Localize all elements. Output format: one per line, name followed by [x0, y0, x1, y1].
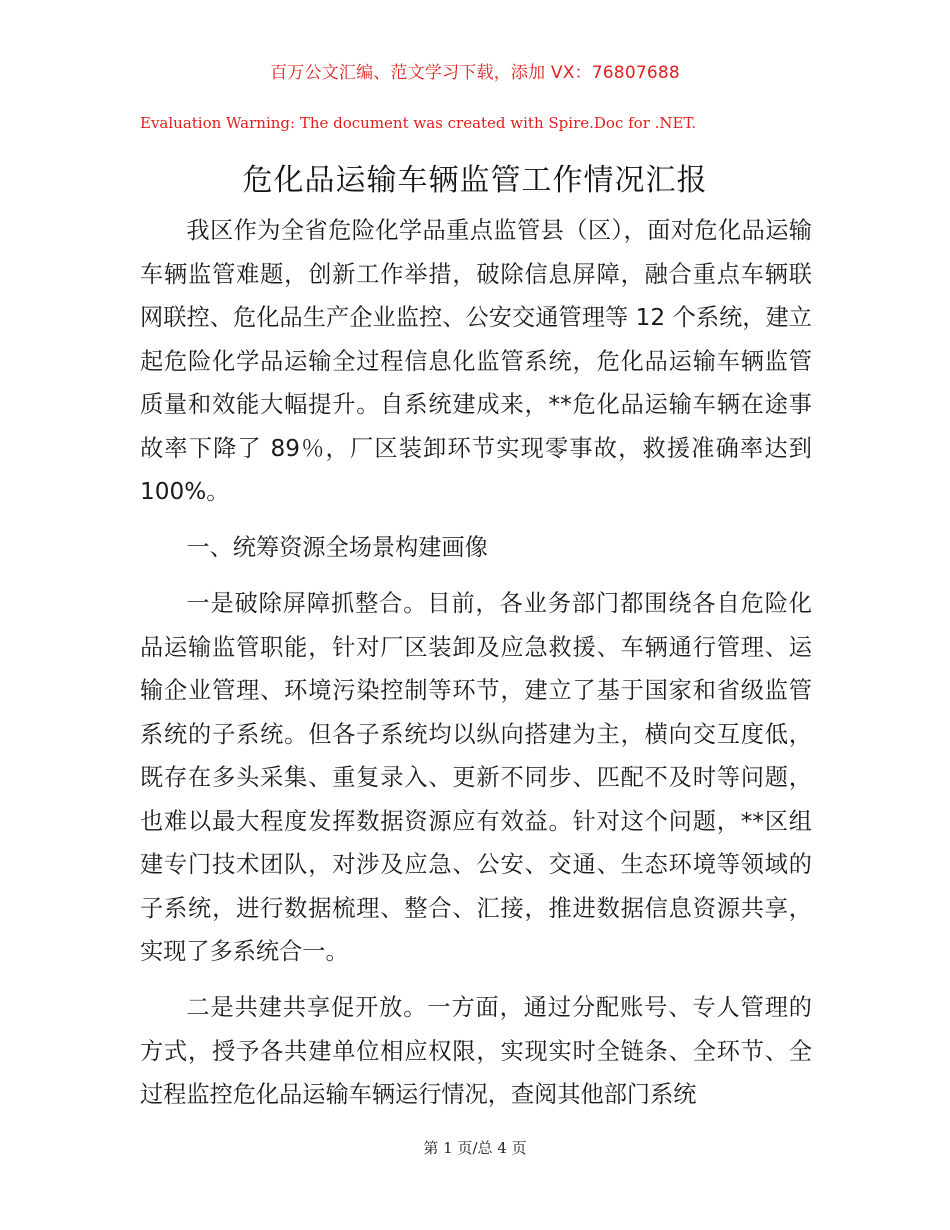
page-footer: 第 1 页/总 4 页	[423, 1139, 527, 1157]
header-banner: 百万公文汇编、范文学习下载，添加 VX：76807688	[270, 63, 680, 83]
evaluation-warning: Evaluation Warning: The document was created with Spire.Doc for .NET.	[140, 114, 697, 132]
document-body	[140, 209, 812, 1117]
paragraph-intro: 我区作为全省危险化学品重点监管县（区），面对危化品运输车辆监管难题，创新工作举措，破除信息屏障，融合重点车辆联网联控、危化品生产企业监控、公安交通管理等 12 个系统，建立起危险化学品运输全过程信息化监管系统，危化品运输车辆监管质量和效能大幅提升。自系统建成来，**危化品运输车辆在途事故率下降了 89％，厂区装卸环节实现零事故，救援准确率达到 100%。	[140, 217, 812, 505]
paragraph-integration: 一是破除屏障抓整合。目前，各业务部门都围绕各自危险化品运输监管职能，针对厂区装卸及应急救援、车辆通行管理、运输企业管理、环境污染控制等环节，建立了基于国家和省级监管系统的子系统。但各子系统均以纵向搭建为主，横向交互度低，既存在多头采集、重复录入、更新不同步、匹配不及时等问题，也难以最大程度发挥数据资源应有效益。针对这个问题，**区组建专门技术团队，对涉及应急、公安、交通、生态环境等领域的子系统，进行数据梳理、整合、汇接，推进数据信息资源共享，实现了多系统合一。	[140, 590, 812, 965]
document-title: 危化品运输车辆监管工作情况汇报	[242, 163, 708, 198]
section-heading-1: 一、统筹资源全场景构建画像	[186, 534, 488, 561]
paragraph-sharing: 二是共建共享促开放。一方面，通过分配账号、专人管理的方式，授予各共建单位相应权限，实现实时全链条、全环节、全过程监控危化品运输车辆运行情况，查阅其他部门系统	[140, 994, 812, 1108]
